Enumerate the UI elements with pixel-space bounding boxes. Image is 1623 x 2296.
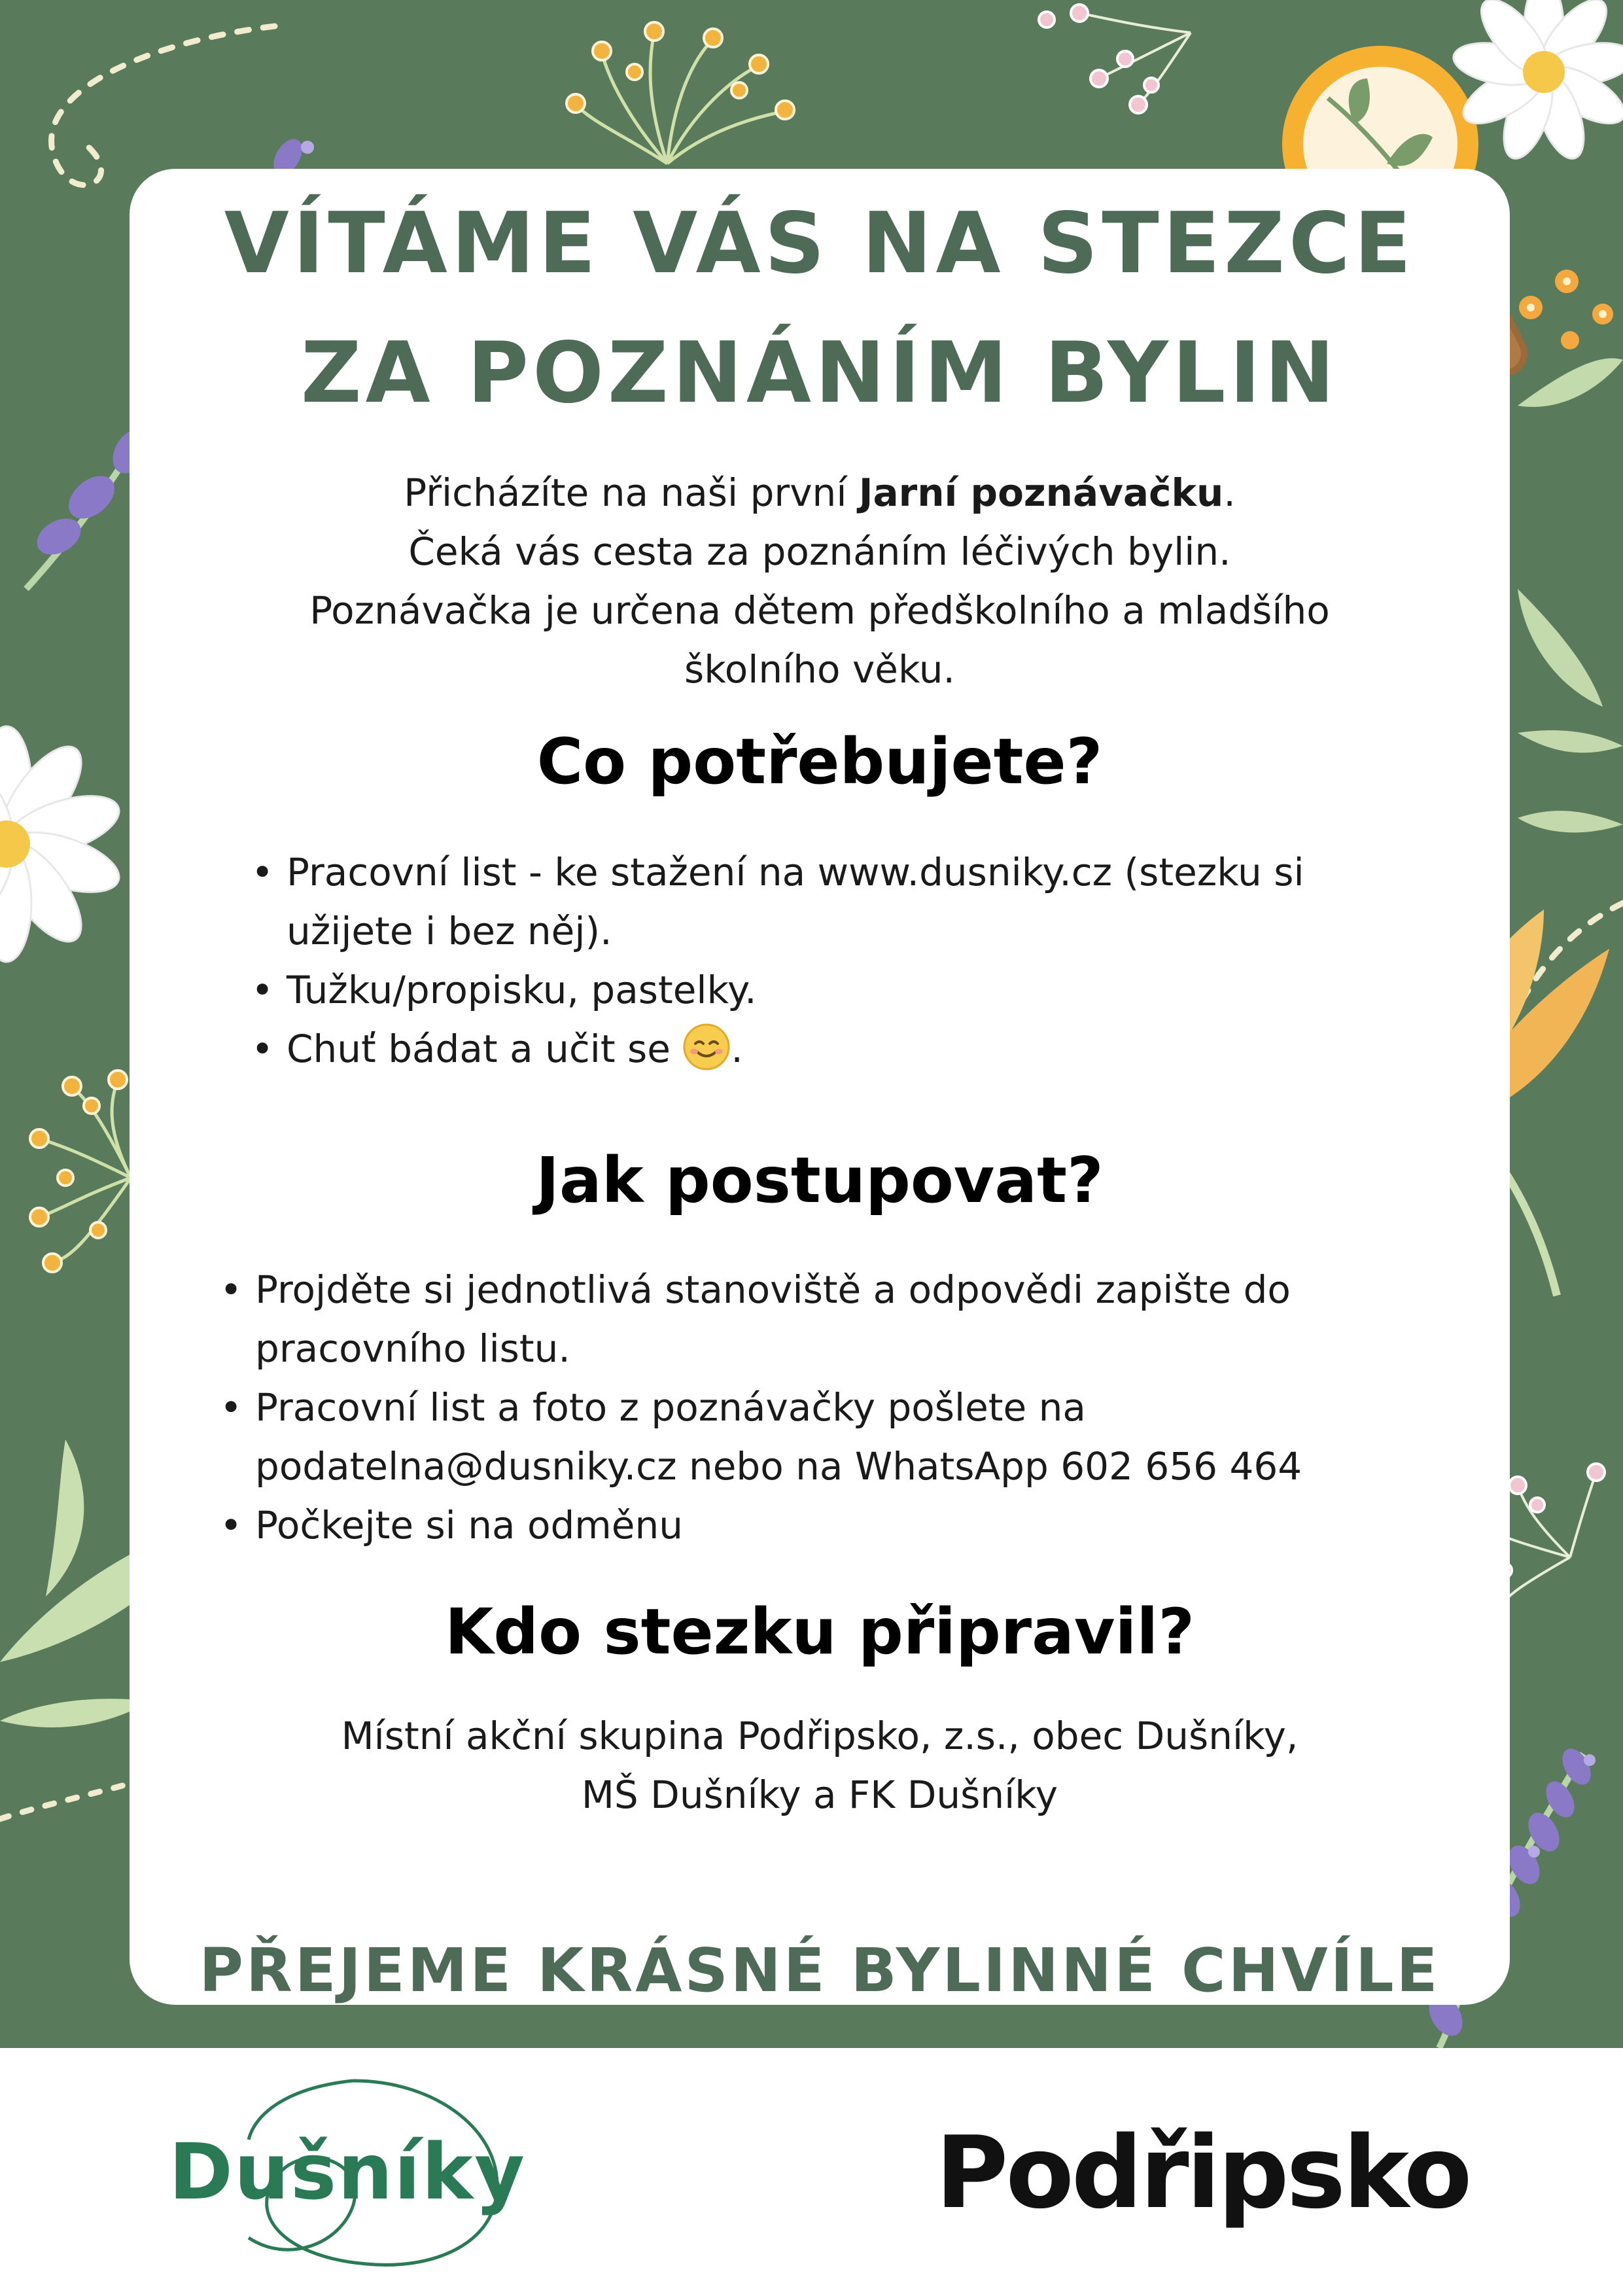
list-item: • Počkejte si na odměnu bbox=[215, 1496, 1457, 1555]
intro-line-4: školního věku. bbox=[684, 647, 955, 692]
list-item-suffix: . bbox=[731, 1027, 743, 1071]
intro-bold-text: Jarní poznávačku bbox=[858, 470, 1224, 515]
pink-berry-sprig-icon bbox=[1079, 13, 1191, 105]
leaves-right-icon bbox=[1518, 359, 1623, 833]
dotted-path-top-left bbox=[52, 26, 275, 185]
needs-list bbox=[246, 843, 1397, 1078]
heading-kdo-pripravil: Kdo stezku připravil? bbox=[445, 1595, 1195, 1669]
intro-line-2: Čeká vás cesta za poznáním léčivých bylin. bbox=[408, 529, 1231, 574]
podripsko-logo: Podřipsko bbox=[935, 2115, 1470, 2231]
daisy-left-icon bbox=[0, 726, 126, 962]
list-item: • Projděte si jednotlivá stanoviště a odpovědi zapište do pracovního listu. bbox=[215, 1260, 1406, 1378]
organizers-line-2: MŠ Dušníky a FK Dušníky bbox=[581, 1773, 1058, 1817]
intro-suffix: . bbox=[1223, 470, 1236, 515]
organizers-line-1: Místní akční skupina Podřipsko, z.s., obec Dušníky, bbox=[341, 1714, 1299, 1758]
list-item: • Pracovní list - ke stažení na www.dusniky.cz (stezku si užijete i bez něj). bbox=[246, 843, 1307, 961]
heading-co-potrebujete: Co potřebujete? bbox=[536, 725, 1103, 798]
list-item: • Pracovní list a foto z poznávačky pošlete na podatelna@dusniky.cz nebo na WhatsApp 602 656 464 bbox=[215, 1378, 1459, 1496]
title-line-2: ZA POZNÁNÍM BYLIN bbox=[300, 325, 1339, 422]
dotted-path-left bbox=[0, 1780, 144, 1819]
intro-text: Přicházíte na naši první bbox=[404, 470, 859, 515]
title-line-1: VÍTÁME VÁS NA STEZCE bbox=[224, 195, 1416, 292]
closing-message: PŘEJEME KRÁSNÉ BYLINNÉ CHVÍLE bbox=[199, 1935, 1440, 2005]
list-item-text: Chuť bádat a učit se bbox=[287, 1027, 671, 1071]
list-item: • Tužku/propisku, pastelky. bbox=[246, 961, 1397, 1019]
intro-line-3: Poznávačka je určena dětem předškolního a mladšího bbox=[309, 588, 1330, 633]
intro-line-1 bbox=[130, 463, 1510, 522]
smiling-face-icon bbox=[682, 1023, 731, 1071]
content-card bbox=[130, 169, 1510, 2005]
logo-bar bbox=[0, 2048, 1623, 2296]
heading-jak-postupovat: Jak postupovat? bbox=[536, 1144, 1104, 1217]
list-item-with-emoji bbox=[246, 1019, 1397, 1078]
dusniky-logo: Dušníky bbox=[169, 2127, 527, 2217]
steps-list bbox=[215, 1260, 1457, 1555]
